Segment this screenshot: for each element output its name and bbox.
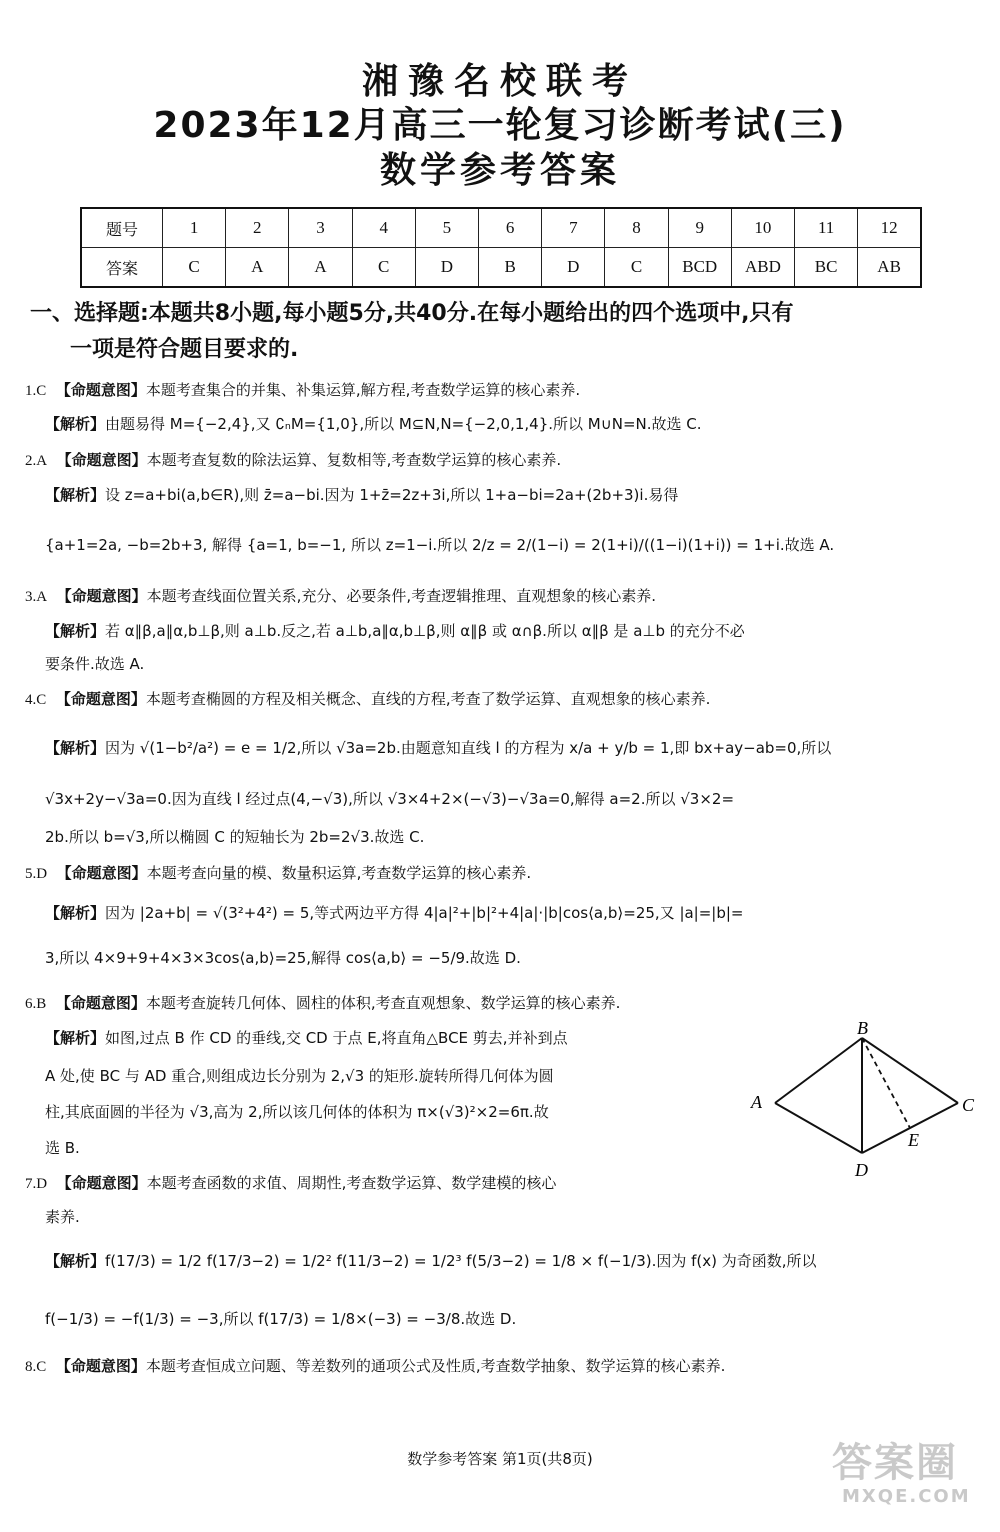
row-header-answer: 答案 bbox=[81, 248, 163, 288]
q6-analysis-line-2 bbox=[45, 1065, 554, 1087]
exam-name-title: 2023年12月高三一轮复习诊断考试(三) bbox=[153, 105, 847, 146]
q7-analysis-1: f(17/3) = 1/2 f(17/3−2) = 1/2² f(11/3−2) = 1/2³ f(5/3−2) = 1/8 × f(−1/3).因为 f(x) 为奇函数,所以 bbox=[105, 1252, 817, 1270]
q7-intent-1: 本题考查函数的求值、周期性,考查数学运算、数学建模的核心 bbox=[146, 1174, 557, 1192]
q3-analysis-2: 要条件.故选 A. bbox=[45, 655, 145, 673]
number-cell: 10 bbox=[731, 208, 794, 248]
q5-analysis-line-2 bbox=[45, 947, 521, 969]
q4-analysis-3: 2b.所以 b=√3,所以椭圆 C 的短轴长为 2b=2√3.故选 C. bbox=[45, 828, 425, 846]
number-cell: 1 bbox=[163, 208, 226, 248]
q1-analysis: 由题易得 M={−2,4},又 ∁ₙM={1,0},所以 M⊆N,N={−2,0,1,4}.所以 M∪N=N.故选 C. bbox=[105, 415, 702, 433]
q3-analysis-line-1 bbox=[45, 620, 745, 642]
intent-label: 【命题意图】 bbox=[56, 451, 147, 469]
q1-number: 1.C bbox=[25, 383, 47, 399]
analysis-label: 【解析】 bbox=[45, 415, 106, 433]
number-cell: 3 bbox=[289, 208, 352, 248]
q1-intent-line bbox=[25, 379, 580, 402]
q7-number: 7.D bbox=[25, 1176, 48, 1192]
analysis-label: 【解析】 bbox=[45, 739, 106, 757]
page-footer: 数学参考答案 第1页(共8页) bbox=[407, 1450, 593, 1468]
label-e: E bbox=[908, 1130, 919, 1150]
number-cell: 7 bbox=[542, 208, 605, 248]
dashed-be bbox=[862, 1038, 910, 1128]
label-a: A bbox=[751, 1092, 762, 1112]
q6-analysis-line-4 bbox=[45, 1137, 80, 1159]
intent-label: 【命题意图】 bbox=[56, 864, 147, 882]
q2-analysis-1: 设 z=a+bi(a,b∈R),则 z̄=a−bi.因为 1+z̄=2z+3i,所以 1+a−bi=2a+(2b+3)i.易得 bbox=[105, 486, 679, 504]
number-cell: 9 bbox=[668, 208, 731, 248]
section-heading-line2: 一项是符合题目要求的. bbox=[70, 337, 299, 362]
q8-intent: 本题考查恒成立问题、等差数列的通项公式及性质,考查数学抽象、数学运算的核心素养. bbox=[145, 1357, 726, 1375]
q7-analysis-line-2 bbox=[45, 1308, 516, 1330]
q7-analysis-line-1 bbox=[45, 1250, 817, 1272]
q6-intent: 本题考查旋转几何体、圆柱的体积,考查直观想象、数学运算的核心素养. bbox=[145, 994, 621, 1012]
q4-analysis-line-3 bbox=[45, 826, 424, 848]
watermark-domain: MXQE.COM bbox=[842, 1486, 971, 1507]
answer-cell: C bbox=[352, 248, 415, 288]
analysis-label: 【解析】 bbox=[45, 1029, 106, 1047]
q4-analysis-line-1 bbox=[45, 737, 831, 759]
number-cell: 11 bbox=[795, 208, 858, 248]
q5-analysis-line-1 bbox=[45, 902, 744, 924]
intent-label: 【命题意图】 bbox=[55, 994, 146, 1012]
answer-cell: D bbox=[542, 248, 605, 288]
answer-cell: D bbox=[415, 248, 478, 288]
number-cell: 8 bbox=[605, 208, 668, 248]
edge-ad bbox=[775, 1103, 862, 1153]
q4-analysis-line-2 bbox=[45, 788, 734, 810]
intent-label: 【命题意图】 bbox=[56, 587, 147, 605]
answer-cell: B bbox=[479, 248, 542, 288]
answer-cell: C bbox=[163, 248, 226, 288]
answer-row bbox=[81, 248, 921, 288]
number-cell: 4 bbox=[352, 208, 415, 248]
q6-analysis-line-1 bbox=[45, 1027, 568, 1049]
section-heading-line1: 一、选择题:本题共8小题,每小题5分,共40分.在每小题给出的四个选项中,只有 bbox=[30, 301, 794, 326]
number-cell: 2 bbox=[226, 208, 289, 248]
q5-intent-line bbox=[25, 862, 531, 885]
row-header-number: 题号 bbox=[81, 208, 163, 248]
label-d: D bbox=[855, 1160, 868, 1180]
q4-number: 4.C bbox=[25, 692, 47, 708]
question-number-row bbox=[81, 208, 921, 248]
q2-intent: 本题考查复数的除法运算、复数相等,考查数学运算的核心素养. bbox=[146, 451, 562, 469]
q4-intent: 本题考查椭圆的方程及相关概念、直线的方程,考查了数学运算、直观想象的核心素养. bbox=[145, 690, 711, 708]
q4-analysis-1: 因为 √(1−b²/a²) = e = 1/2,所以 √3a=2b.由题意知直线 l 的方程为 x/a + y/b = 1,即 bx+ay−ab=0,所以 bbox=[105, 739, 832, 757]
q2-analysis-2: {a+1=2a, −b=2b+3, 解得 {a=1, b=−1, 所以 z=1−i.所以 2/z = 2/(1−i) = 2(1+i)/((1−i)(1+i)) = 1+i.故选 A. bbox=[45, 536, 835, 554]
analysis-label: 【解析】 bbox=[45, 1252, 106, 1270]
q3-number: 3.A bbox=[25, 589, 48, 605]
intent-label: 【命题意图】 bbox=[56, 1174, 147, 1192]
q5-analysis-2: 3,所以 4×9+9+4×3×3cos⟨a,b⟩=25,解得 cos⟨a,b⟩ = −5/9.故选 D. bbox=[45, 949, 521, 967]
exam-union-title: 湘豫名校联考 bbox=[361, 61, 638, 102]
q7-analysis-2: f(−1/3) = −f(1/3) = −3,所以 f(17/3) = 1/8×(−3) = −3/8.故选 D. bbox=[45, 1310, 517, 1328]
q8-number: 8.C bbox=[25, 1359, 47, 1375]
q6-analysis-line-3 bbox=[45, 1101, 549, 1123]
answer-table bbox=[80, 207, 922, 288]
q2-intent-line bbox=[25, 449, 561, 472]
q2-number: 2.A bbox=[25, 453, 48, 469]
q5-analysis-1: 因为 |2a+b| = √(3²+4²) = 5,等式两边平方得 4|a|²+|b|²+4|a|·|b|cos⟨a,b⟩=25,又 |a|=|b|= bbox=[105, 904, 744, 922]
q3-analysis-1: 若 α∥β,a∥α,b⊥β,则 a⊥b.反之,若 a⊥b,a∥α,b⊥β,则 α∥β 或 α∩β.所以 α∥β 是 a⊥b 的充分不必 bbox=[105, 622, 745, 640]
label-c: C bbox=[962, 1095, 975, 1115]
label-b: B bbox=[857, 1020, 868, 1038]
q8-intent-line bbox=[25, 1355, 725, 1378]
q6-intent-line bbox=[25, 992, 620, 1015]
number-cell: 12 bbox=[858, 208, 921, 248]
q5-intent: 本题考查向量的模、数量积运算,考查数学运算的核心素养. bbox=[146, 864, 532, 882]
q3-analysis-line-2 bbox=[45, 653, 144, 675]
q4-intent-line bbox=[25, 688, 710, 711]
q1-intent: 本题考查集合的并集、补集运算,解方程,考查数学运算的核心素养. bbox=[145, 381, 581, 399]
q6-analysis-3: 柱,其底面圆的半径为 √3,高为 2,所以该几何体的体积为 π×(√3)²×2=6π.故 bbox=[45, 1103, 549, 1121]
q2-analysis-line-2 bbox=[45, 534, 834, 556]
answer-cell: C bbox=[605, 248, 668, 288]
number-cell: 6 bbox=[479, 208, 542, 248]
intent-label: 【命题意图】 bbox=[55, 381, 146, 399]
q5-number: 5.D bbox=[25, 866, 48, 882]
number-cell: 5 bbox=[415, 208, 478, 248]
q6-analysis-2: A 处,使 BC 与 AD 重合,则组成边长分别为 2,√3 的矩形.旋转所得几何体为圆 bbox=[45, 1067, 554, 1085]
q6-number: 6.B bbox=[25, 996, 47, 1012]
intent-label: 【命题意图】 bbox=[55, 1357, 146, 1375]
q3-intent-line bbox=[25, 585, 656, 608]
answer-cell: BCD bbox=[668, 248, 731, 288]
q1-analysis-line bbox=[45, 413, 702, 435]
answer-cell: ABD bbox=[731, 248, 794, 288]
q6-analysis-4: 选 B. bbox=[45, 1139, 80, 1157]
answer-cell: AB bbox=[858, 248, 921, 288]
q2-analysis-line-1 bbox=[45, 484, 678, 506]
edge-ba bbox=[775, 1038, 862, 1103]
q7-intent-2: 素养. bbox=[45, 1208, 80, 1226]
answer-cell: A bbox=[226, 248, 289, 288]
q3-intent: 本题考查线面位置关系,充分、必要条件,考查逻辑推理、直观想象的核心素养. bbox=[146, 587, 656, 605]
q7-intent-line-1 bbox=[25, 1172, 556, 1195]
rhombus-diagram bbox=[745, 1020, 985, 1190]
section-heading bbox=[30, 296, 980, 368]
analysis-label: 【解析】 bbox=[45, 904, 106, 922]
answer-key-title: 数学参考答案 bbox=[379, 150, 620, 191]
edge-cb bbox=[862, 1038, 958, 1103]
watermark-logo-text: 答案圈 bbox=[832, 1440, 958, 1486]
q4-analysis-2: √3x+2y−√3a=0.因为直线 l 经过点(4,−√3),所以 √3×4+2×(−√3)−√3a=0,解得 a=2.所以 √3×2= bbox=[45, 790, 735, 808]
q7-intent-line-2 bbox=[45, 1206, 80, 1228]
analysis-label: 【解析】 bbox=[45, 622, 106, 640]
answer-cell: BC bbox=[795, 248, 858, 288]
answer-cell: A bbox=[289, 248, 352, 288]
q6-analysis-1: 如图,过点 B 作 CD 的垂线,交 CD 于点 E,将直角△BCE 剪去,并补到点 bbox=[105, 1029, 568, 1047]
analysis-label: 【解析】 bbox=[45, 486, 106, 504]
site-watermark bbox=[832, 1440, 982, 1520]
intent-label: 【命题意图】 bbox=[55, 690, 146, 708]
